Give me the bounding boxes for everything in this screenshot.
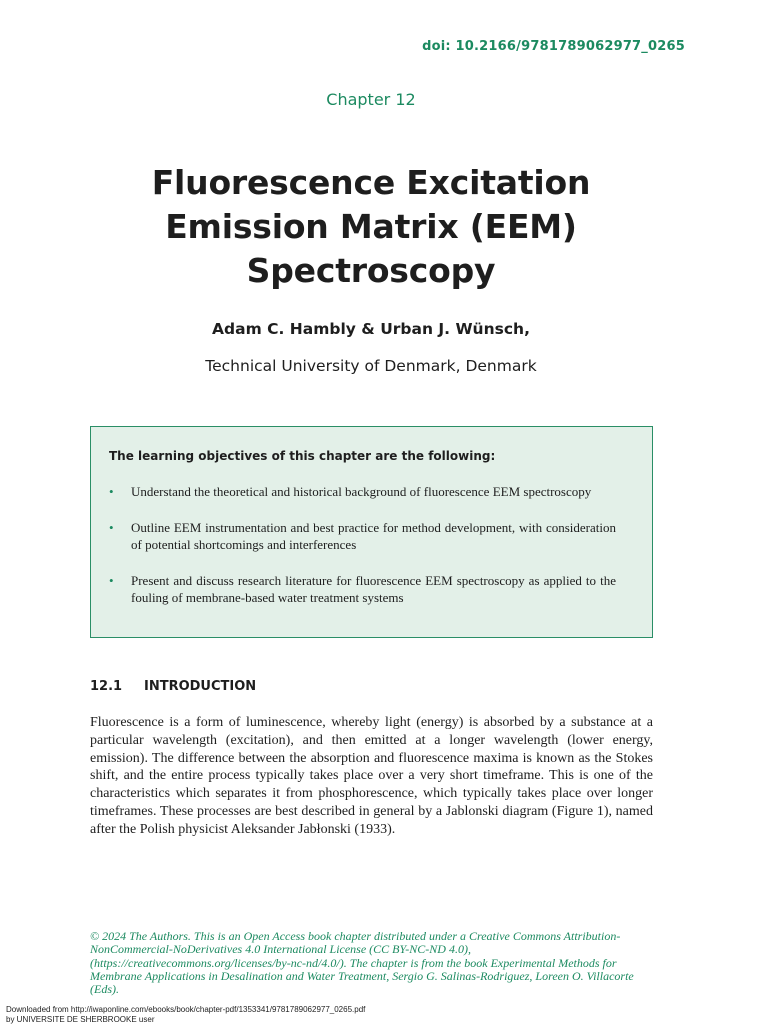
objective-text: Present and discuss research literature for fluorescence EEM spectroscopy as applied to the fouling of membrane-based water treatment systems: [131, 572, 616, 605]
objective-item: [109, 572, 616, 607]
download-line-1: Downloaded from http://iwaponline.com/ebooks/book/chapter-pdf/1353341/9781789062977_0265.pdf: [6, 1005, 366, 1014]
chapter-title: [0, 161, 742, 293]
section-number: 12.1: [90, 679, 123, 694]
doi-link[interactable]: doi: 10.2166/9781789062977_0265: [422, 39, 685, 54]
authors: Adam C. Hambly & Urban J. Wünsch,: [212, 320, 530, 338]
objective-text: Understand the theoretical and historical background of fluorescence EEM spectroscopy: [131, 484, 592, 499]
bullet-icon: •: [109, 572, 114, 588]
section-heading: [90, 679, 256, 694]
title-line-3: Spectroscopy: [246, 251, 496, 290]
license-notice: © 2024 The Authors. This is an Open Access book chapter distributed under a Creative Commons Attribution-NonCommercial-NoDerivatives 4.0 International License (CC BY-NC-ND 4.0), (https://creativecommons.org/licenses/by-nc-nd/4.0/). The chapter is from the book Experimental Methods for Membrane Applications in Desalination and Water Treatment, Sergio G. Salinas-Rodriguez, Loreen O. Villacorte (Eds).: [90, 929, 634, 997]
affiliation: Technical University of Denmark, Denmark: [205, 357, 537, 375]
title-line-1: Fluorescence Excitation: [151, 163, 591, 202]
intro-paragraph: Fluorescence is a form of luminescence, whereby light (energy) is absorbed by a substance at a particular wavelength (excitation), and then emitted at a longer wavelength (lower energy, emission). The difference between the absorption and fluorescence maxima is known as the Stokes shift, and the entire process typically takes place over a very short timeframe. This is one of the characteristics which separates it from phosphorescence, which typically takes place over longer timeframes. These processes are best described in general by a Jablonski diagram (Figure 1), named after the Polish physicist Aleksander Jabłonski (1933).: [90, 715, 653, 837]
title-line-2: Emission Matrix (EEM): [165, 207, 577, 246]
section-title: INTRODUCTION: [144, 679, 257, 694]
chapter-label: Chapter 12: [326, 90, 416, 109]
bullet-icon: •: [109, 519, 114, 535]
objective-text: Outline EEM instrumentation and best practice for method development, with consideration of potential shortcomings and interferences: [131, 519, 616, 552]
objective-item: [109, 519, 616, 554]
objective-item: [109, 483, 616, 501]
objectives-heading: The learning objectives of this chapter are the following:: [109, 449, 496, 463]
bullet-icon: •: [109, 484, 114, 499]
download-line-2: by UNIVERSITE DE SHERBROOKE user: [6, 1014, 155, 1024]
download-note: [6, 1005, 365, 1024]
learning-objectives-box: [90, 426, 653, 638]
